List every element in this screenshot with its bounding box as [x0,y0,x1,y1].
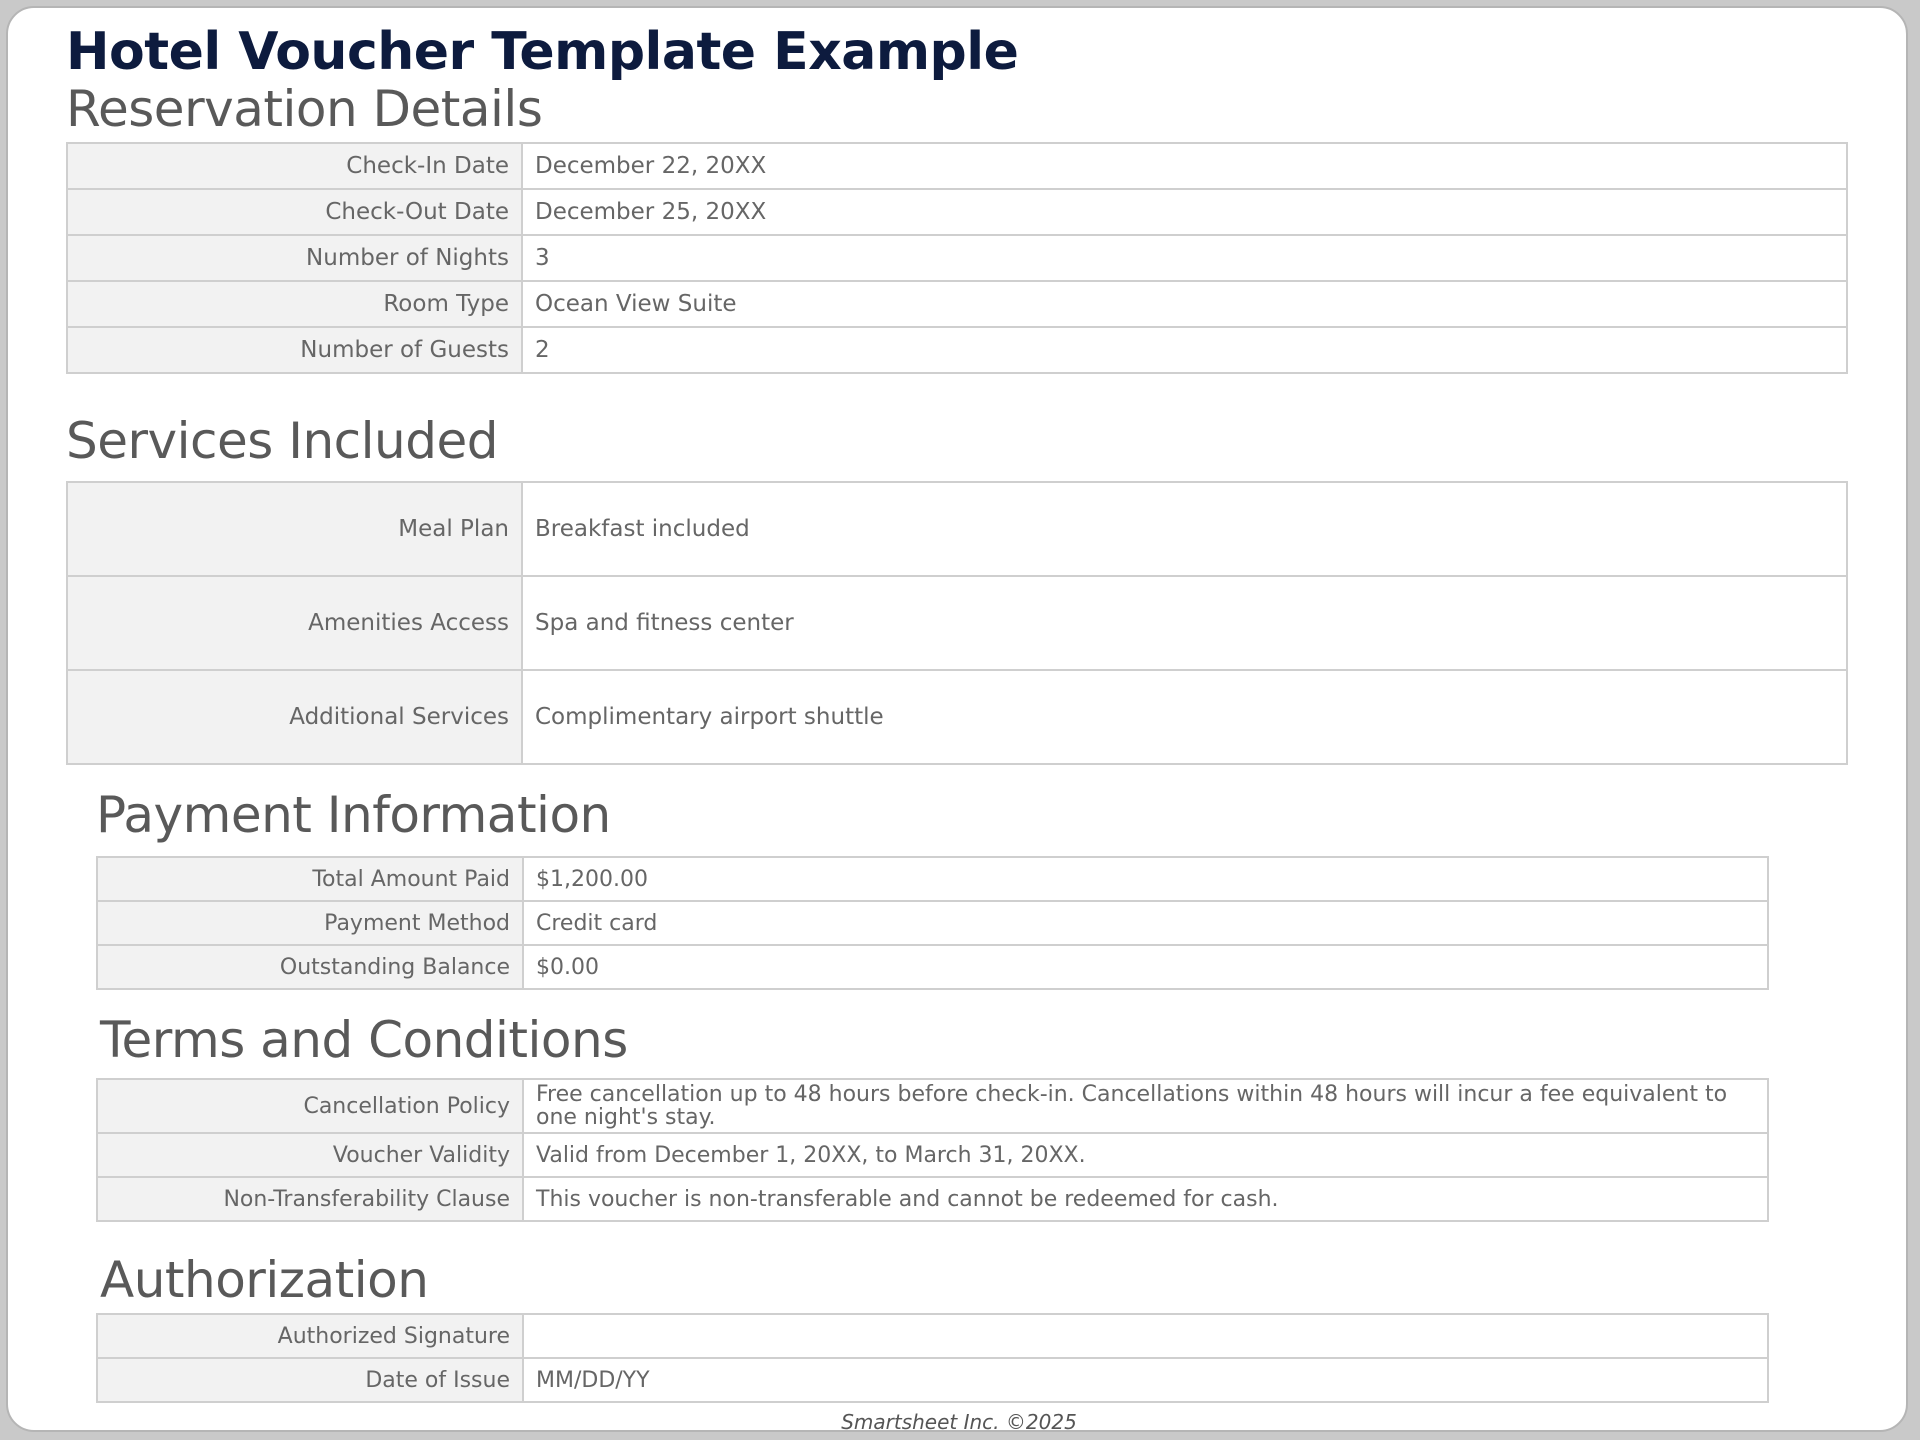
row-value[interactable]: This voucher is non-transferable and cannot be redeemed for cash. [523,1177,1768,1221]
footer-copyright: Smartsheet Inc. ©2025 [841,1410,1077,1432]
payment-table [96,856,1769,990]
table-row [97,1314,1768,1358]
row-label: Meal Plan [67,482,522,576]
table-row [67,235,1847,281]
row-value[interactable]: Complimentary airport shuttle [522,670,1847,764]
table-row [67,670,1847,764]
table-row [97,1133,1768,1177]
row-label: Number of Nights [67,235,522,281]
services-heading: Services Included [66,412,498,470]
row-label: Non-Transferability Clause [97,1177,523,1221]
row-value[interactable]: December 25, 20XX [522,189,1847,235]
row-value[interactable]: 3 [522,235,1847,281]
terms-table [96,1078,1769,1222]
page-title: Hotel Voucher Template Example [66,22,1019,82]
table-row [97,1079,1768,1133]
row-value[interactable]: December 22, 20XX [522,143,1847,189]
table-row [67,327,1847,373]
table-row [97,1177,1768,1221]
row-label: Total Amount Paid [97,857,523,901]
reservation-heading: Reservation Details [66,80,543,138]
row-label: Check-In Date [67,143,522,189]
table-row [67,576,1847,670]
table-row [97,1358,1768,1402]
authorization-table [96,1313,1769,1403]
row-label: Number of Guests [67,327,522,373]
row-label: Cancellation Policy [97,1079,523,1133]
row-value[interactable]: Breakfast included [522,482,1847,576]
row-value[interactable]: $0.00 [523,945,1768,989]
document-page [6,6,1908,1432]
row-label: Check-Out Date [67,189,522,235]
table-row [97,901,1768,945]
table-row [97,857,1768,901]
table-row [67,482,1847,576]
row-label: Date of Issue [97,1358,523,1402]
table-row [97,945,1768,989]
row-label: Amenities Access [67,576,522,670]
row-label: Additional Services [67,670,522,764]
row-value[interactable]: $1,200.00 [523,857,1768,901]
reservation-table [66,142,1848,374]
row-label: Room Type [67,281,522,327]
row-label: Voucher Validity [97,1133,523,1177]
terms-heading: Terms and Conditions [100,1011,628,1069]
payment-heading: Payment Information [96,786,611,844]
row-value[interactable]: Valid from December 1, 20XX, to March 31, 20XX. [523,1133,1768,1177]
date-of-issue-field[interactable]: MM/DD/YY [523,1358,1768,1402]
signature-field[interactable] [523,1314,1768,1358]
table-row [67,189,1847,235]
authorization-heading: Authorization [100,1251,429,1309]
row-label: Authorized Signature [97,1314,523,1358]
row-value[interactable]: 2 [522,327,1847,373]
row-value[interactable]: Credit card [523,901,1768,945]
row-value[interactable]: Spa and fitness center [522,576,1847,670]
table-row [67,143,1847,189]
row-label: Outstanding Balance [97,945,523,989]
row-value[interactable]: Free cancellation up to 48 hours before check-in. Cancellations within 48 hours will incur a fee equivalent to one night's stay. [523,1079,1768,1133]
row-label: Payment Method [97,901,523,945]
table-row [67,281,1847,327]
row-value[interactable]: Ocean View Suite [522,281,1847,327]
services-table [66,481,1848,765]
